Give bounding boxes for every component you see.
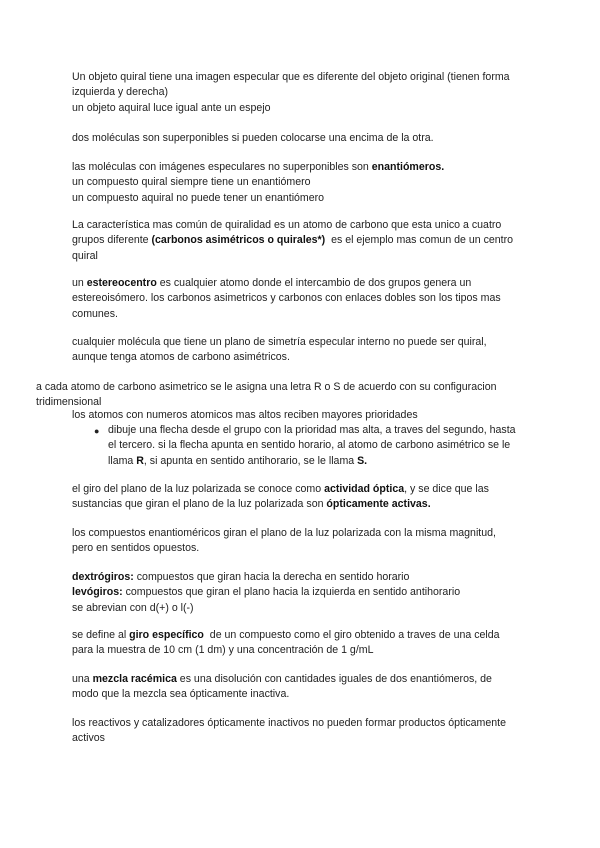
text-run: es una disolución con cantidades iguales de dos enantiómeros, de xyxy=(176,673,492,685)
bold-term: actividad óptica xyxy=(324,483,405,495)
text-line: un compuesto quiral siempre tiene un enantiómero xyxy=(72,176,311,189)
text-line: se abrevian con d(+) o l(-) xyxy=(72,601,194,614)
text-line: estereoisómero. los carbonos asimetricos y carbonos con enlaces dobles son los tipos mas xyxy=(72,292,501,305)
text-line: pero en sentidos opuestos. xyxy=(72,542,200,555)
text-run: compuestos que giran hacia la derecha en sentido horario xyxy=(133,571,410,583)
text-line xyxy=(72,497,532,512)
text-line: para la muestra de 10 cm (1 dm) y una concentración de 1 g/mL xyxy=(72,644,374,657)
text-run: , y se dice que las xyxy=(404,483,489,495)
text-line xyxy=(72,570,532,585)
paragraph-stereocenter xyxy=(72,276,532,322)
paragraph-specific-rotation xyxy=(72,628,532,659)
paragraph-symmetry-plane xyxy=(72,335,532,366)
bold-term: dextrógiros: xyxy=(72,571,134,583)
paragraph-priorities xyxy=(72,408,532,423)
text-line xyxy=(72,672,532,687)
text-run: el giro del plano de la luz polarizada se conoce como xyxy=(72,483,325,495)
bold-term: enantiómeros. xyxy=(371,161,445,173)
text-line: izquierda y derecha) xyxy=(72,86,168,99)
text-line xyxy=(72,585,532,600)
text-line: dibuje una flecha desde el grupo con la prioridad mas alta, a traves del segundo, hasta xyxy=(108,424,516,436)
text-line: los compuestos enantioméricos giran el plano de la luz polarizada con la misma magnitud, xyxy=(72,527,496,539)
text-run: es cualquier atomo donde el intercambio de dos grupos genera un xyxy=(156,277,472,289)
text-line: aunque tenga atomos de carbono asimétricos. xyxy=(72,351,290,364)
text-line xyxy=(72,276,532,291)
text-run: las moléculas con imágenes especulares no superponibles son xyxy=(72,161,372,173)
text-line xyxy=(108,454,548,469)
text-run: grupos diferente xyxy=(72,234,152,247)
text-line: cualquier molécula que tiene un plano de simetría especular interno no puede ser quiral, xyxy=(72,336,487,348)
text-line: tridimensional xyxy=(36,396,102,409)
text-line: La característica mas común de quiralidad es un atomo de carbono que esta unico a cuatro xyxy=(72,219,502,231)
text-line: modo que la mezcla sea ópticamente inactiva. xyxy=(72,688,290,701)
text-line xyxy=(72,482,532,497)
text-line: un objeto aquiral luce igual ante un espejo xyxy=(72,101,271,114)
text-line: un compuesto aquiral no puede tener un enantiómero xyxy=(72,191,325,204)
text-line xyxy=(72,160,532,175)
paragraph-superimposable xyxy=(72,131,532,146)
bold-term: R xyxy=(136,454,144,467)
text-run: es el ejemplo mas comun de un centro xyxy=(325,234,514,247)
paragraph-optical-activity xyxy=(72,482,532,513)
paragraph-chirality-definition xyxy=(72,70,532,116)
bold-term: S. xyxy=(357,454,368,467)
bold-term: estereocentro xyxy=(86,277,157,289)
text-run: una xyxy=(72,673,93,685)
text-line: comunes. xyxy=(72,307,118,320)
bold-term: giro específico xyxy=(129,629,204,641)
paragraph-chiral-carbon xyxy=(72,218,532,264)
text-run: se define al xyxy=(72,629,130,641)
bold-term: (carbonos asimétricos o quirales*) xyxy=(151,234,326,247)
text-run: un xyxy=(72,277,87,289)
bold-term: ópticamente activas. xyxy=(326,498,431,511)
paragraph-dextro-levo xyxy=(72,570,532,616)
text-line xyxy=(72,233,532,248)
text-run: , si apunta en sentido antihorario, se le llama xyxy=(143,454,358,467)
text-line: el tercero. si la flecha apunta en sentido horario, al atomo de carbono asimétrico se le xyxy=(108,439,511,452)
text-line: los reactivos y catalizadores ópticamente inactivos no pueden formar productos ópticamente xyxy=(72,717,506,729)
text-run: sustancias que giran el plano de la luz polarizada son xyxy=(72,498,327,511)
paragraph-racemic-mixture xyxy=(72,672,532,703)
text-run: llama xyxy=(108,454,137,467)
bold-term: levógiros: xyxy=(72,586,123,599)
bold-term: mezcla racémica xyxy=(92,673,177,685)
paragraph-enantiomeric-rotation xyxy=(72,526,532,557)
text-line: Un objeto quiral tiene una imagen especular que es diferente del objeto original (tienen forma xyxy=(72,71,510,83)
paragraph-r-s-assignment xyxy=(36,380,536,411)
text-line: activos xyxy=(72,732,105,745)
paragraph-enantiomers xyxy=(72,160,532,206)
text-line: los atomos con numeros atomicos mas altos reciben mayores prioridades xyxy=(72,409,418,421)
text-run: de un compuesto como el giro obtenido a traves de una celda xyxy=(203,629,500,641)
text-line: dos moléculas son superponibles si pueden colocarse una encima de la otra. xyxy=(72,132,434,144)
text-run: compuestos que giran el plano hacia la izquierda en sentido antihorario xyxy=(122,586,461,599)
text-line: quiral xyxy=(72,249,98,262)
paragraph-inactive-reagents xyxy=(72,716,532,747)
bullet-dot: ● xyxy=(94,426,100,436)
text-line xyxy=(72,628,532,643)
bullet-item-arrow-rule xyxy=(108,423,548,469)
text-line: a cada atomo de carbono asimetrico se le asigna una letra R o S de acuerdo con su configuracion xyxy=(36,381,497,393)
